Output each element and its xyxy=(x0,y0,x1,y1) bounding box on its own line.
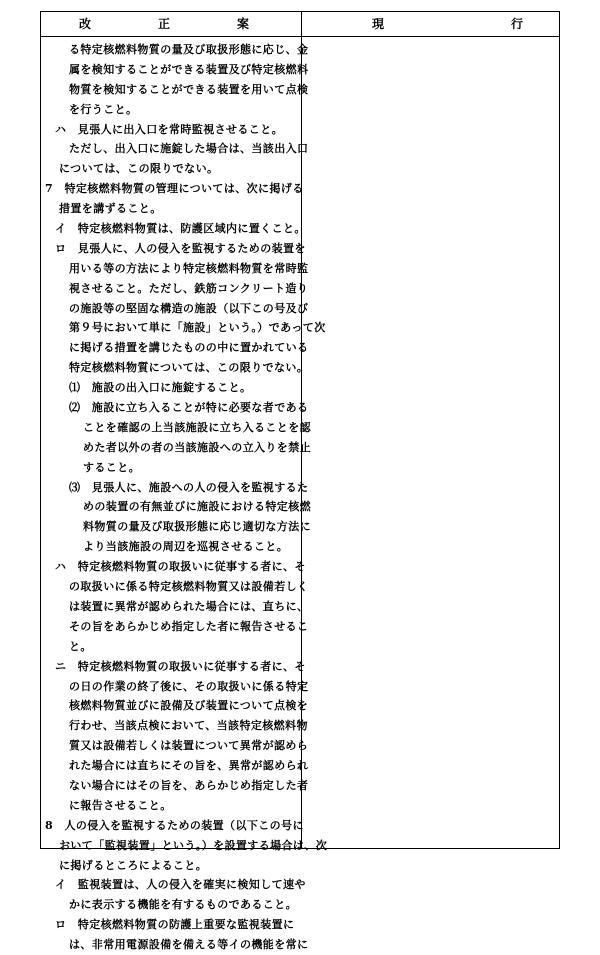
text-line: めの装置の有無並びに施設における特定核燃 xyxy=(83,500,311,514)
text-line: 7 特定核燃料物質の管理については、次に掲げる xyxy=(45,182,304,196)
text-line: より当該施設の周辺を巡視させること。 xyxy=(83,540,289,554)
text-line: に掲げるところによること。 xyxy=(59,858,208,872)
text-line: 核燃料物質並びに設備及び装置について点検を xyxy=(69,699,309,713)
text-line: ことを確認の上当該施設に立ち入ることを認 xyxy=(83,420,311,434)
header-amendment xyxy=(41,12,301,37)
text-line: 第９号において単に「施設」という。）であって次 xyxy=(69,321,326,335)
text-line: 特定核燃料物質については、この限りでない。 xyxy=(69,361,309,375)
text-line: 物質を検知することができる装置を用いて点検 xyxy=(69,82,309,96)
text-line: ロ 特定核燃料物質の防護上重要な監視装置に xyxy=(55,918,295,932)
header-char: 現 xyxy=(372,17,385,31)
header-char: 改 xyxy=(79,17,92,31)
text-line: ロ 見張人に、人の侵入を監視するための装置を xyxy=(55,241,306,255)
text-line: 属を検知することができる装置及び特定核燃料 xyxy=(69,62,309,76)
text-line: 行わせ、当該点検において、当該特定核燃料物 xyxy=(69,719,308,733)
table-header xyxy=(41,12,559,37)
text-line: を行うこと。 xyxy=(69,102,138,116)
text-line: ⑵ 施設に立ち入ることが特に必要な者である xyxy=(69,401,309,415)
text-line: 用いる等の方法により特定核燃料物質を常時監 xyxy=(69,261,309,275)
text-line: 料物質の量及び取扱形態に応じ適切な方法に xyxy=(83,520,311,534)
header-current xyxy=(302,12,561,37)
header-char: 行 xyxy=(511,17,524,31)
text-line: ただし、出入口に施錠した場合は、当該出入口 xyxy=(69,142,309,156)
text-line: る特定核燃料物質の量及び取扱形態に応じ、金 xyxy=(69,43,309,56)
text-line: は装置に異常が認められた場合には、直ちに、 xyxy=(69,599,309,613)
text-line: ハ 見張人に出入口を常時監視させること。 xyxy=(55,122,283,136)
text-line: れた場合には直ちにその旨を、異常が認められ xyxy=(69,759,309,773)
current-column xyxy=(302,37,559,848)
text-line: については、この限りでない。 xyxy=(59,162,219,176)
text-line: ⑶ 見張人に、施設への人の侵入を監視するた xyxy=(69,480,309,494)
comparison-table xyxy=(40,11,560,952)
text-line: 視させること。ただし、鉄筋コンクリート造り xyxy=(69,281,309,295)
text-line: の施設等の堅固な構造の施設（以下この号及び xyxy=(69,301,309,315)
text-line: の日の作業の終了後に、その取扱いに係る特定 xyxy=(69,679,309,693)
text-line: の取扱いに係る特定核燃料物質又は設備若しく xyxy=(69,580,309,594)
text-line: ハ 特定核燃料物質の取扱いに従事する者に、そ xyxy=(55,560,306,574)
text-line: イ 監視装置は、人の侵入を確実に検知して速や xyxy=(55,878,306,892)
text-line: おいて「監視装置」という。）を設置する場合は、次 xyxy=(59,838,328,852)
amendment-column xyxy=(41,37,328,952)
header-char: 正 xyxy=(158,17,171,31)
text-line: ⑴ 施設の出入口に施錠すること。 xyxy=(69,381,252,395)
text-line: めた者以外の者の当該施設への立入りを禁止 xyxy=(83,440,311,454)
text-line: 質又は設備若しくは装置について異常が認めら xyxy=(69,739,309,753)
text-line: 措置を講ずること。 xyxy=(59,202,162,216)
text-line: と。 xyxy=(69,639,92,653)
text-line: かに表示する機能を有するものであること。 xyxy=(69,898,297,912)
text-line: その旨をあらかじめ指定した者に報告させるこ xyxy=(69,619,309,633)
text-line: は、非常用電源設備を備える等イの機能を常に xyxy=(69,938,309,952)
text-line: 8 人の侵入を監視するための装置（以下この号に xyxy=(45,818,304,832)
header-char: 案 xyxy=(237,17,250,31)
text-line: すること。 xyxy=(83,460,140,474)
text-line: ない場合にはその旨を、あらかじめ指定した者 xyxy=(69,778,309,792)
text-line: に報告させること。 xyxy=(69,798,172,812)
text-line: に掲げる措置を講じたものの中に置かれている xyxy=(69,341,309,355)
text-line: イ 特定核燃料物質は、防護区域内に置くこと。 xyxy=(55,222,306,236)
text-line: ニ 特定核燃料物質の取扱いに従事する者に、そ xyxy=(55,659,306,673)
amendment-text xyxy=(41,40,328,955)
